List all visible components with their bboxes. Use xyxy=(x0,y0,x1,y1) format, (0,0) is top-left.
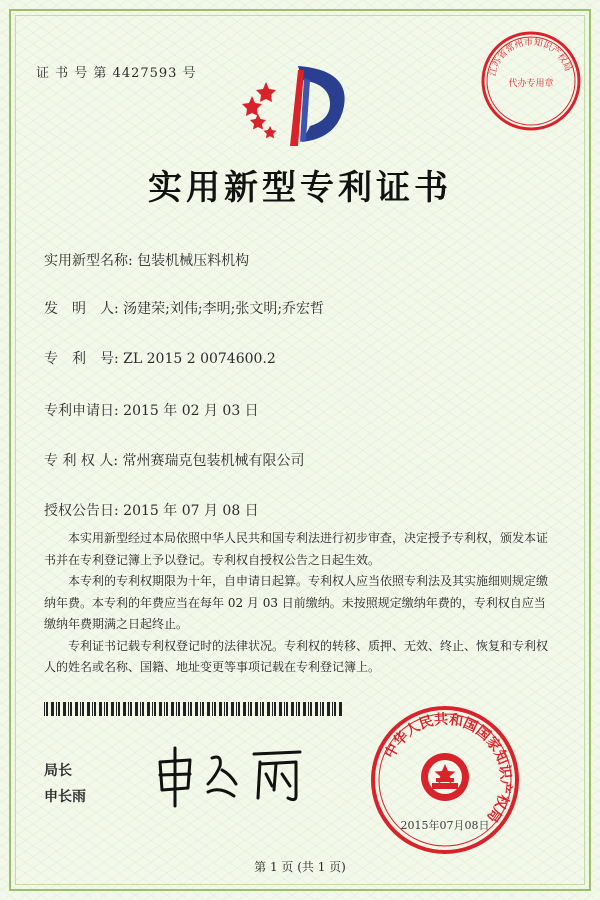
barcode-bar xyxy=(298,702,300,716)
barcode-bar xyxy=(315,702,318,716)
barcode-bar xyxy=(68,702,69,716)
barcode-bar xyxy=(123,702,126,716)
logo-red-star-4 xyxy=(264,126,277,138)
field-value: 2015 年 02 月 03 日 xyxy=(123,403,259,419)
barcode-bar xyxy=(87,702,90,716)
barcode-bar xyxy=(94,702,96,716)
field-label: 实用新型名称: xyxy=(44,253,133,269)
barcode-bar xyxy=(58,702,60,716)
barcode-bar xyxy=(339,702,342,716)
director-title: 局长 xyxy=(44,763,72,779)
barcode-bar xyxy=(99,702,102,716)
barcode-bar xyxy=(190,702,192,716)
certificate-title: 实用新型专利证书 xyxy=(148,168,452,208)
barcode-bar xyxy=(226,702,228,716)
barcode-bar xyxy=(303,702,306,716)
barcode-bar xyxy=(250,702,252,716)
director-signature xyxy=(150,740,320,810)
barcode-bar xyxy=(75,702,78,716)
barcode-bar xyxy=(46,702,48,716)
barcode-bar xyxy=(82,702,84,716)
barcode-bar xyxy=(286,702,288,716)
barcode-bar xyxy=(279,702,282,716)
field-label: 专 利 权 人: xyxy=(44,453,119,469)
barcode-bar xyxy=(159,702,162,716)
barcode-bar xyxy=(291,702,294,716)
barcode-bar xyxy=(154,702,156,716)
barcode-bar xyxy=(171,702,174,716)
barcode-bar xyxy=(70,702,72,716)
barcode-bar xyxy=(262,702,264,716)
barcode xyxy=(44,702,344,716)
field-value: ZL 2015 2 0074600.2 xyxy=(123,351,276,367)
barcode-bar xyxy=(334,702,336,716)
barcode-bar xyxy=(142,702,144,716)
barcode-bar xyxy=(327,702,330,716)
field-value: 常州赛瑞克包装机械有限公司 xyxy=(122,453,305,469)
barcode-bar xyxy=(255,702,258,716)
barcode-bar xyxy=(178,702,180,716)
barcode-bar xyxy=(207,702,210,716)
body-paragraph-2: 本专利的专利权期限为十年，自申请日起算。专利权人应当依照专利法及其实施细则规定缴纳年费。本专利的年费应当在每年 02 月 03 日前缴纳。未按照规定缴纳年费的，专利权自应当缴纳年费期满之日起终止。 xyxy=(44,574,549,631)
certificate-number-suffix: 号 xyxy=(182,66,197,81)
barcode-bar xyxy=(296,702,297,716)
logo-red-star-1 xyxy=(242,96,262,116)
barcode-bar xyxy=(308,702,309,716)
body-paragraph-3: 专利证书记载专利权登记时的法律状况。专利权的转移、质押、无效、终止、恢复和专利权人的姓名或名称、国籍、地址变更等事项记载在专利登记簿上。 xyxy=(44,638,549,674)
barcode-bar xyxy=(320,702,321,716)
field-filing-date xyxy=(44,400,259,420)
barcode-bar xyxy=(267,702,270,716)
field-label: 专利申请日: xyxy=(44,403,119,419)
barcode-bar xyxy=(56,702,57,716)
top-seal-center-text: 代办专用章 xyxy=(508,79,554,89)
barcode-bar xyxy=(231,702,234,716)
state-ip-office-seal xyxy=(370,705,520,855)
page-footer: 第 1 页 (共 1 页) xyxy=(254,860,346,874)
barcode-bar xyxy=(128,702,129,716)
director-name: 申长雨 xyxy=(44,789,86,805)
barcode-bar xyxy=(51,702,54,716)
certificate-number xyxy=(36,62,197,81)
barcode-bar xyxy=(212,702,213,716)
barcode-bar xyxy=(202,702,204,716)
barcode-bar xyxy=(200,702,201,716)
barcode-bar xyxy=(104,702,105,716)
barcode-bar xyxy=(236,702,237,716)
certificate-number-value: 4427593 xyxy=(112,66,178,81)
barcode-bar xyxy=(224,702,225,716)
barcode-bar xyxy=(310,702,312,716)
barcode-bar xyxy=(106,702,108,716)
national-emblem xyxy=(421,753,469,801)
barcode-bar xyxy=(260,702,261,716)
barcode-bar xyxy=(130,702,132,716)
agency-seal-top xyxy=(480,30,582,132)
barcode-bar xyxy=(140,702,141,716)
barcode-bar xyxy=(63,702,66,716)
patent-office-logo xyxy=(240,60,360,150)
barcode-bar xyxy=(92,702,93,716)
barcode-bar xyxy=(322,702,324,716)
field-inventors xyxy=(44,298,324,318)
main-seal-ring-text: 中华人民共和国国家知识产权局 xyxy=(382,711,514,825)
field-patentee xyxy=(44,450,305,470)
field-label: 发 明 人: xyxy=(44,301,119,317)
certificate-number-label: 证 书 号 第 xyxy=(36,66,108,81)
barcode-bar xyxy=(116,702,117,716)
main-seal-date: 2015年07月08日 xyxy=(400,819,490,832)
barcode-bar xyxy=(214,702,216,716)
barcode-bar xyxy=(135,702,138,716)
barcode-bar xyxy=(176,702,177,716)
barcode-bar xyxy=(80,702,81,716)
barcode-bar xyxy=(332,702,333,716)
barcode-bar xyxy=(166,702,168,716)
barcode-bar xyxy=(195,702,198,716)
field-value: 包装机械压料机构 xyxy=(137,253,250,269)
certificate-body xyxy=(44,528,556,679)
barcode-bar xyxy=(243,702,246,716)
barcode-bar xyxy=(183,702,186,716)
barcode-bar xyxy=(238,702,240,716)
field-label: 专 利 号: xyxy=(44,351,119,367)
top-seal-ring-text: 江苏省常州市知识产权局 xyxy=(488,37,573,78)
barcode-bar xyxy=(44,702,45,716)
field-utility-model-name xyxy=(44,250,249,270)
field-grant-date xyxy=(44,500,259,520)
barcode-bar xyxy=(248,702,249,716)
field-label: 授权公告日: xyxy=(44,503,119,519)
field-value: 汤建荣;刘伟;李明;张文明;乔宏哲 xyxy=(123,301,325,317)
field-patent-number xyxy=(44,348,276,368)
barcode-bar xyxy=(274,702,276,716)
body-paragraph-1: 本实用新型经过本局依照中华人民共和国专利法进行初步审查，决定授予专利权，颁发本证书并在专利登记簿上予以登记。专利权自授权公告之日起生效。 xyxy=(44,531,549,567)
barcode-bar xyxy=(284,702,285,716)
barcode-bar xyxy=(219,702,222,716)
barcode-bar xyxy=(118,702,120,716)
barcode-bar xyxy=(164,702,165,716)
barcode-bar xyxy=(111,702,114,716)
barcode-bar xyxy=(272,702,273,716)
barcode-bar xyxy=(147,702,150,716)
barcode-bar xyxy=(152,702,153,716)
barcode-bar xyxy=(188,702,189,716)
logo-red-star-2 xyxy=(256,82,276,102)
field-value: 2015 年 07 月 08 日 xyxy=(123,503,259,519)
logo-red-star-3 xyxy=(250,114,266,130)
